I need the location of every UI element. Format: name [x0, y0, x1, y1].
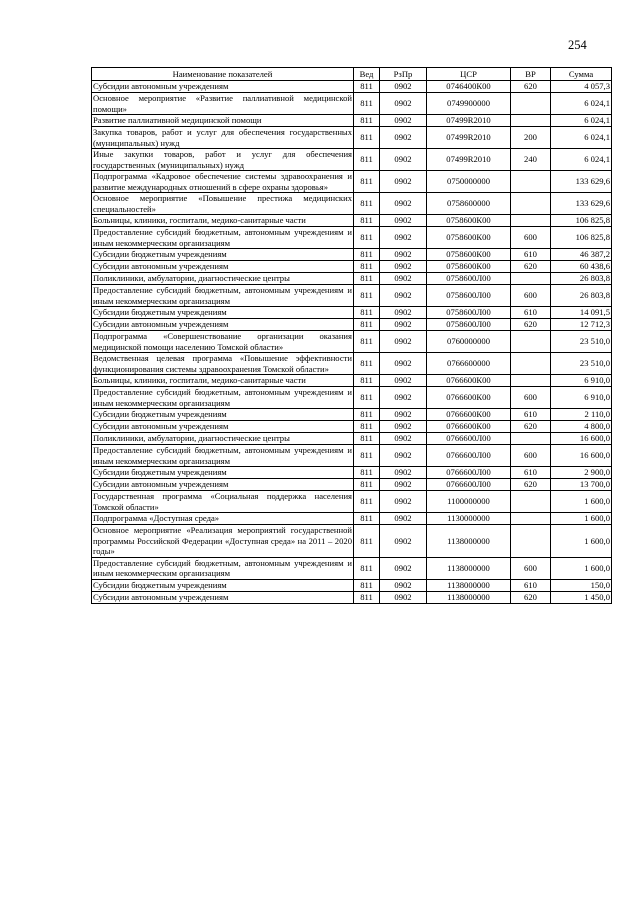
- cell-vr: 240: [511, 149, 551, 171]
- cell-csr: 07499R2010: [427, 149, 511, 171]
- cell-vr: [511, 525, 551, 558]
- cell-rzpr: 0902: [380, 579, 427, 591]
- cell-name: Подпрограмма «Доступная среда»: [92, 513, 354, 525]
- cell-csr: 0758600000: [427, 193, 511, 215]
- cell-ved: 811: [354, 227, 380, 249]
- header-vr: ВР: [511, 68, 551, 81]
- cell-sum: 23 510,0: [551, 353, 612, 375]
- table-row: [92, 127, 612, 149]
- cell-vr: [511, 353, 551, 375]
- cell-ved: 811: [354, 193, 380, 215]
- cell-ved: 811: [354, 557, 380, 579]
- cell-sum: 16 600,0: [551, 445, 612, 467]
- table-row: [92, 215, 612, 227]
- cell-rzpr: 0902: [380, 249, 427, 261]
- cell-csr: 0758600К00: [427, 261, 511, 273]
- cell-csr: 07499R2010: [427, 127, 511, 149]
- cell-vr: 600: [511, 557, 551, 579]
- cell-name: Предоставление субсидий бюджетным, автономным учреждениям и иным некоммерческим организациям: [93, 557, 352, 578]
- table-row: [92, 149, 612, 171]
- cell-vr: 610: [511, 579, 551, 591]
- cell-rzpr: 0902: [380, 215, 427, 227]
- cell-rzpr: 0902: [380, 193, 427, 215]
- cell-vr: 600: [511, 285, 551, 307]
- cell-vr: 620: [511, 421, 551, 433]
- cell-sum: 6 024,1: [551, 149, 612, 171]
- cell-vr: [511, 215, 551, 227]
- cell-sum: 133 629,6: [551, 171, 612, 193]
- header-ved: Вед: [354, 68, 380, 81]
- cell-name: Подпрограмма «Кадровое обеспечение системы здравоохранения и развитие международных отношений в сфере охраны здоровья»: [93, 171, 352, 192]
- cell-ved: 811: [354, 513, 380, 525]
- header-rzpr: РзПр: [380, 68, 427, 81]
- cell-sum: 106 825,8: [551, 227, 612, 249]
- cell-ved: 811: [354, 285, 380, 307]
- cell-csr: 0766600К00: [427, 387, 511, 409]
- cell-name: Государственная программа «Социальная поддержка населения Томской области»: [93, 491, 352, 512]
- table-row: [92, 331, 612, 353]
- page-number: 254: [568, 38, 587, 52]
- table-row: [92, 557, 612, 579]
- cell-name: Субсидии бюджетным учреждениям: [92, 409, 354, 421]
- table-row: [92, 285, 612, 307]
- cell-ved: 811: [354, 433, 380, 445]
- cell-ved: 811: [354, 149, 380, 171]
- cell-sum: 6 024,1: [551, 93, 612, 115]
- cell-vr: [511, 171, 551, 193]
- cell-sum: 150,0: [551, 579, 612, 591]
- cell-vr: 610: [511, 249, 551, 261]
- cell-name: Поликлиники, амбулатории, диагностические центры: [92, 433, 354, 445]
- cell-csr: 1138000000: [427, 579, 511, 591]
- header-csr: ЦСР: [427, 68, 511, 81]
- table-row: [92, 81, 612, 93]
- cell-rzpr: 0902: [380, 285, 427, 307]
- cell-name: Больницы, клиники, госпитали, медико-санитарные части: [92, 375, 354, 387]
- budget-table: [91, 67, 612, 604]
- table-row: [92, 579, 612, 591]
- cell-name: Субсидии бюджетным учреждениям: [92, 307, 354, 319]
- cell-name: Субсидии бюджетным учреждениям: [92, 579, 354, 591]
- header-sum: Сумма: [551, 68, 612, 81]
- cell-csr: 0746400К00: [427, 81, 511, 93]
- cell-csr: 0758600К00: [427, 227, 511, 249]
- header-name: Наименование показателей: [92, 68, 354, 81]
- cell-sum: 1 600,0: [551, 491, 612, 513]
- cell-ved: 811: [354, 525, 380, 558]
- cell-rzpr: 0902: [380, 115, 427, 127]
- cell-rzpr: 0902: [380, 127, 427, 149]
- cell-vr: 600: [511, 445, 551, 467]
- cell-name: Подпрограмма «Совершенствование организации оказания медицинской помощи населению Томской области»: [93, 331, 352, 352]
- cell-sum: 12 712,3: [551, 319, 612, 331]
- cell-vr: [511, 115, 551, 127]
- cell-ved: 811: [354, 81, 380, 93]
- cell-sum: 1 600,0: [551, 557, 612, 579]
- cell-vr: 610: [511, 409, 551, 421]
- cell-sum: 6 024,1: [551, 115, 612, 127]
- cell-rzpr: 0902: [380, 375, 427, 387]
- cell-csr: 0760000000: [427, 331, 511, 353]
- cell-vr: 620: [511, 319, 551, 331]
- cell-ved: 811: [354, 445, 380, 467]
- cell-rzpr: 0902: [380, 149, 427, 171]
- cell-ved: 811: [354, 591, 380, 603]
- table-row: [92, 513, 612, 525]
- cell-rzpr: 0902: [380, 479, 427, 491]
- cell-sum: 1 450,0: [551, 591, 612, 603]
- cell-rzpr: 0902: [380, 307, 427, 319]
- cell-csr: 0766600Л00: [427, 433, 511, 445]
- cell-csr: 0766600Л00: [427, 467, 511, 479]
- cell-name: Предоставление субсидий бюджетным, автономным учреждениям и иным некоммерческим организациям: [93, 445, 352, 466]
- cell-rzpr: 0902: [380, 421, 427, 433]
- cell-rzpr: 0902: [380, 171, 427, 193]
- table-body: [92, 81, 612, 604]
- cell-csr: 0766600Л00: [427, 479, 511, 491]
- cell-csr: 0758600К00: [427, 215, 511, 227]
- cell-ved: 811: [354, 375, 380, 387]
- cell-vr: 610: [511, 307, 551, 319]
- cell-ved: 811: [354, 273, 380, 285]
- cell-vr: 200: [511, 127, 551, 149]
- cell-vr: 600: [511, 387, 551, 409]
- cell-name: Субсидии автономным учреждениям: [92, 261, 354, 273]
- cell-vr: [511, 273, 551, 285]
- cell-ved: 811: [354, 479, 380, 491]
- cell-csr: 0766600К00: [427, 375, 511, 387]
- cell-vr: [511, 193, 551, 215]
- cell-ved: 811: [354, 467, 380, 479]
- table-row: [92, 591, 612, 603]
- cell-rzpr: 0902: [380, 557, 427, 579]
- cell-ved: 811: [354, 491, 380, 513]
- cell-sum: 1 600,0: [551, 525, 612, 558]
- cell-sum: 133 629,6: [551, 193, 612, 215]
- cell-sum: 26 803,8: [551, 285, 612, 307]
- cell-sum: 4 057,3: [551, 81, 612, 93]
- cell-vr: [511, 331, 551, 353]
- cell-name: Закупка товаров, работ и услуг для обеспечения государственных (муниципальных) нужд: [93, 127, 352, 148]
- cell-ved: 811: [354, 387, 380, 409]
- cell-csr: 0766600Л00: [427, 445, 511, 467]
- cell-name: Субсидии бюджетным учреждениям: [92, 467, 354, 479]
- table-row: [92, 375, 612, 387]
- cell-name: Субсидии автономным учреждениям: [92, 479, 354, 491]
- cell-name: Субсидии автономным учреждениям: [92, 81, 354, 93]
- cell-csr: 07499R2010: [427, 115, 511, 127]
- cell-rzpr: 0902: [380, 491, 427, 513]
- cell-sum: 16 600,0: [551, 433, 612, 445]
- cell-csr: 1138000000: [427, 557, 511, 579]
- cell-csr: 0766600000: [427, 353, 511, 375]
- table-row: [92, 433, 612, 445]
- cell-sum: 6 910,0: [551, 387, 612, 409]
- cell-vr: [511, 93, 551, 115]
- cell-sum: 23 510,0: [551, 331, 612, 353]
- cell-vr: 620: [511, 591, 551, 603]
- cell-name: Поликлиники, амбулатории, диагностические центры: [92, 273, 354, 285]
- cell-vr: 600: [511, 227, 551, 249]
- cell-csr: 1130000000: [427, 513, 511, 525]
- cell-sum: 14 091,5: [551, 307, 612, 319]
- table-row: [92, 273, 612, 285]
- table-row: [92, 319, 612, 331]
- cell-csr: 1138000000: [427, 591, 511, 603]
- cell-name: Предоставление субсидий бюджетным, автономным учреждениям и иным некоммерческим организациям: [93, 387, 352, 408]
- cell-ved: 811: [354, 421, 380, 433]
- cell-name: Основное мероприятие «Повышение престижа медицинских специальностей»: [93, 193, 352, 214]
- cell-ved: 811: [354, 115, 380, 127]
- table-row: [92, 445, 612, 467]
- table-row: [92, 171, 612, 193]
- cell-name: Основное мероприятие «Развитие паллиативной медицинской помощи»: [93, 93, 352, 114]
- cell-csr: 0750000000: [427, 171, 511, 193]
- cell-csr: 0758600К00: [427, 249, 511, 261]
- table-row: [92, 227, 612, 249]
- cell-sum: 6 910,0: [551, 375, 612, 387]
- cell-name: Развитие паллиативной медицинской помощи: [92, 115, 354, 127]
- cell-ved: 811: [354, 353, 380, 375]
- cell-sum: 46 387,2: [551, 249, 612, 261]
- table-row: [92, 421, 612, 433]
- table-row: [92, 249, 612, 261]
- cell-rzpr: 0902: [380, 331, 427, 353]
- cell-name: Основное мероприятие «Реализация мероприятий государственной программы Российской Федерации «Доступная среда» на 2011 – 2020 годы»: [93, 525, 352, 556]
- cell-ved: 811: [354, 171, 380, 193]
- table-row: [92, 93, 612, 115]
- cell-ved: 811: [354, 579, 380, 591]
- cell-rzpr: 0902: [380, 445, 427, 467]
- cell-name: Иные закупки товаров, работ и услуг для обеспечения государственных (муниципальных) нужд: [93, 149, 352, 170]
- cell-sum: 2 110,0: [551, 409, 612, 421]
- cell-sum: 13 700,0: [551, 479, 612, 491]
- cell-name: Предоставление субсидий бюджетным, автономным учреждениям и иным некоммерческим организациям: [93, 285, 352, 306]
- cell-csr: 0758600Л00: [427, 273, 511, 285]
- cell-name: Предоставление субсидий бюджетным, автономным учреждениям и иным некоммерческим организациям: [93, 227, 352, 248]
- cell-rzpr: 0902: [380, 227, 427, 249]
- cell-ved: 811: [354, 307, 380, 319]
- table-header-row: [92, 68, 612, 81]
- cell-ved: 811: [354, 249, 380, 261]
- table-row: [92, 467, 612, 479]
- cell-vr: 620: [511, 479, 551, 491]
- cell-name: Субсидии бюджетным учреждениям: [92, 249, 354, 261]
- cell-csr: 0758600Л00: [427, 319, 511, 331]
- cell-rzpr: 0902: [380, 81, 427, 93]
- cell-rzpr: 0902: [380, 513, 427, 525]
- cell-csr: 0758600Л00: [427, 307, 511, 319]
- cell-ved: 811: [354, 93, 380, 115]
- cell-csr: 0766600К00: [427, 421, 511, 433]
- cell-csr: 0766600К00: [427, 409, 511, 421]
- cell-rzpr: 0902: [380, 409, 427, 421]
- cell-csr: 1138000000: [427, 525, 511, 558]
- table-row: [92, 409, 612, 421]
- cell-rzpr: 0902: [380, 93, 427, 115]
- cell-rzpr: 0902: [380, 273, 427, 285]
- cell-name: Больницы, клиники, госпитали, медико-санитарные части: [92, 215, 354, 227]
- table-row: [92, 525, 612, 558]
- cell-rzpr: 0902: [380, 525, 427, 558]
- cell-ved: 811: [354, 409, 380, 421]
- cell-vr: 620: [511, 261, 551, 273]
- table-row: [92, 261, 612, 273]
- cell-rzpr: 0902: [380, 591, 427, 603]
- cell-rzpr: 0902: [380, 319, 427, 331]
- cell-vr: 610: [511, 467, 551, 479]
- cell-vr: [511, 513, 551, 525]
- cell-sum: 106 825,8: [551, 215, 612, 227]
- cell-rzpr: 0902: [380, 467, 427, 479]
- table-row: [92, 193, 612, 215]
- cell-rzpr: 0902: [380, 387, 427, 409]
- table-row: [92, 387, 612, 409]
- cell-ved: 811: [354, 331, 380, 353]
- cell-sum: 6 024,1: [551, 127, 612, 149]
- table-row: [92, 491, 612, 513]
- cell-ved: 811: [354, 319, 380, 331]
- cell-ved: 811: [354, 215, 380, 227]
- cell-sum: 4 800,0: [551, 421, 612, 433]
- table-row: [92, 479, 612, 491]
- cell-vr: [511, 491, 551, 513]
- cell-ved: 811: [354, 261, 380, 273]
- cell-csr: 0758600Л00: [427, 285, 511, 307]
- cell-vr: 620: [511, 81, 551, 93]
- cell-name: Субсидии автономным учреждениям: [92, 319, 354, 331]
- table-row: [92, 353, 612, 375]
- cell-name: Ведомственная целевая программа «Повышение эффективности функционирования системы здравоохранения Томской области»: [93, 353, 352, 374]
- cell-vr: [511, 433, 551, 445]
- cell-sum: 26 803,8: [551, 273, 612, 285]
- cell-ved: 811: [354, 127, 380, 149]
- cell-rzpr: 0902: [380, 353, 427, 375]
- cell-vr: [511, 375, 551, 387]
- cell-csr: 0749900000: [427, 93, 511, 115]
- cell-name: Субсидии автономным учреждениям: [92, 421, 354, 433]
- table-row: [92, 115, 612, 127]
- cell-csr: 1100000000: [427, 491, 511, 513]
- cell-sum: 2 900,0: [551, 467, 612, 479]
- cell-rzpr: 0902: [380, 261, 427, 273]
- cell-sum: 60 438,6: [551, 261, 612, 273]
- cell-sum: 1 600,0: [551, 513, 612, 525]
- table-row: [92, 307, 612, 319]
- cell-rzpr: 0902: [380, 433, 427, 445]
- cell-name: Субсидии автономным учреждениям: [92, 591, 354, 603]
